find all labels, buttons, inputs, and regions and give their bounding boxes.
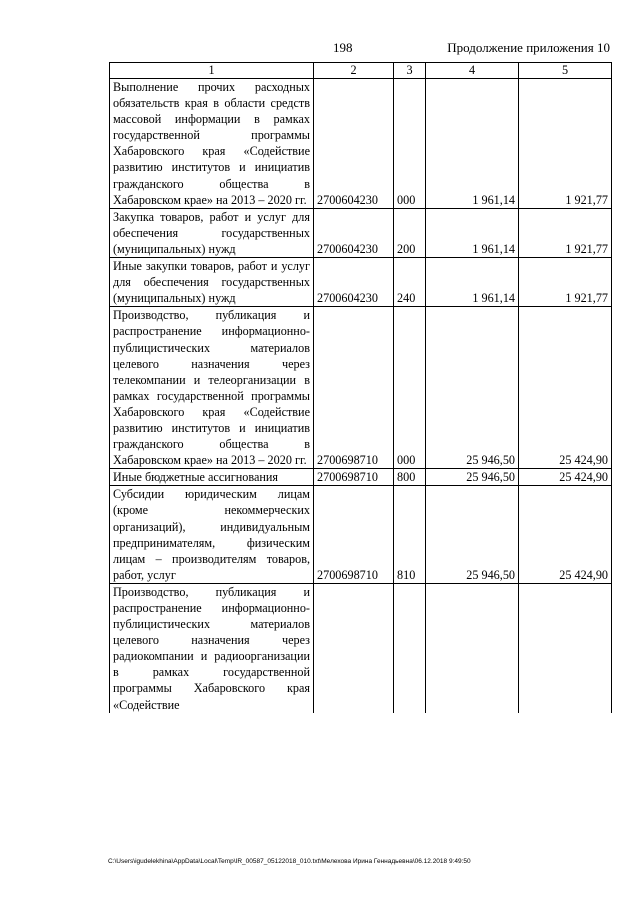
row-sum-2: 25 424,90 (519, 469, 612, 486)
row-expense-type: 000 (394, 79, 426, 209)
page-number: 198 (333, 40, 353, 55)
row-sum-1: 25 946,50 (426, 469, 519, 486)
column-header: 5 (519, 63, 612, 79)
budget-table (109, 62, 612, 713)
row-sum-2 (519, 583, 612, 712)
row-expense-type: 000 (394, 307, 426, 469)
column-header: 4 (426, 63, 519, 79)
row-name: Закупка товаров, работ и услуг для обеспечения государственных (муниципальных) нужд (110, 208, 314, 257)
row-expense-type: 810 (394, 486, 426, 584)
row-name: Производство, публикация и распространение информационно-публицистических материалов целевого назначения через радиокомпании и радиоорганизации в рамках государственной программы Хабаровского края «Содействие (110, 583, 314, 712)
row-target-code (314, 583, 394, 712)
footer-file-path: C:\Users\igudelekhina\AppData\Local\Temp\IR_00587_05122018_010.txt\Мелехова Ирина Геннадьевна\06.12.2018 9:49:50 (108, 858, 471, 865)
row-name: Иные закупки товаров, работ и услуг для обеспечения государственных (муниципальных) нужд (110, 258, 314, 307)
row-sum-1 (426, 583, 519, 712)
row-sum-1: 1 961,14 (426, 208, 519, 257)
column-header: 2 (314, 63, 394, 79)
row-sum-1: 25 946,50 (426, 486, 519, 584)
row-target-code: 2700604230 (314, 258, 394, 307)
row-sum-2: 25 424,90 (519, 307, 612, 469)
row-target-code: 2700698710 (314, 307, 394, 469)
row-sum-2: 1 921,77 (519, 79, 612, 209)
row-target-code: 2700604230 (314, 208, 394, 257)
table-row (110, 307, 612, 469)
table-row (110, 79, 612, 209)
row-sum-1: 25 946,50 (426, 307, 519, 469)
row-sum-2: 25 424,90 (519, 486, 612, 584)
row-expense-type (394, 583, 426, 712)
row-name: Производство, публикация и распространение информационно-публицистических материалов целевого назначения через телекомпании и телеорганизации в рамках государственной программы Хабаровского края «Содействие развитию институтов и инициатив гражданского общества в Хабаровском крае» на 2013 – 2020 гг. (110, 307, 314, 469)
row-sum-2: 1 921,77 (519, 258, 612, 307)
table-row (110, 583, 612, 712)
row-name: Иные бюджетные ассигнования (110, 469, 314, 486)
table-row (110, 208, 612, 257)
row-sum-1: 1 961,14 (426, 258, 519, 307)
continuation-label: Продолжение приложения 10 (447, 40, 610, 55)
row-target-code: 2700698710 (314, 469, 394, 486)
row-name: Субсидии юридическим лицам (кроме некоммерческих организаций), индивидуальным предпринимателям, физическим лицам – производителям товаров, работ, услуг (110, 486, 314, 584)
row-name: Выполнение прочих расходных обязательств края в области средств массовой информации в рамках государственной программы Хабаровского края «Содействие развитию институтов и инициатив гражданского общества в Хабаровском крае» на 2013 – 2020 гг. (110, 79, 314, 209)
column-header: 1 (110, 63, 314, 79)
row-target-code: 2700604230 (314, 79, 394, 209)
row-sum-1: 1 961,14 (426, 79, 519, 209)
row-target-code: 2700698710 (314, 486, 394, 584)
row-expense-type: 800 (394, 469, 426, 486)
row-sum-2: 1 921,77 (519, 208, 612, 257)
table-row (110, 258, 612, 307)
table-header-row (110, 63, 612, 79)
table-row (110, 469, 612, 486)
column-header: 3 (394, 63, 426, 79)
table-row (110, 486, 612, 584)
row-expense-type: 200 (394, 208, 426, 257)
row-expense-type: 240 (394, 258, 426, 307)
